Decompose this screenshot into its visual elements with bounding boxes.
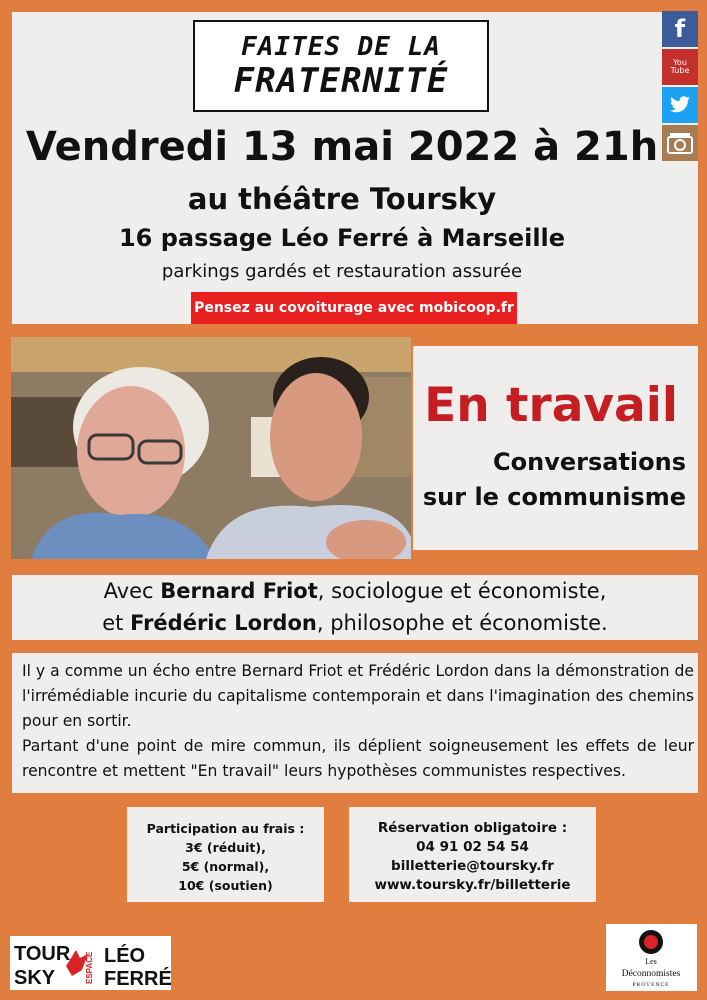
event-subtitle-line-1: Conversations (493, 448, 686, 476)
reservation-text (349, 819, 596, 895)
guest-1-name: Bernard Friot (160, 579, 318, 603)
event-subtitle-line-2: sur le communisme (422, 483, 686, 511)
toursky-tour: TOUR (14, 943, 71, 965)
deco-name-label: Déconnomistes (621, 969, 681, 979)
fees-text (127, 819, 324, 895)
parking-info: parkings gardés et restauration assurée (161, 261, 523, 282)
espace-label: ESPACE (85, 951, 94, 984)
logo-inner-circle (644, 935, 658, 949)
event-venue: au théâtre Toursky (187, 182, 497, 216)
guest-2-role: , philosophe et économiste. (316, 611, 608, 635)
logo-line-2: FRATERNITÉ (233, 61, 449, 101)
twitter-icon[interactable] (662, 87, 698, 123)
fee-reduced: 3€ (réduit), (185, 840, 266, 855)
festival-logo (193, 20, 489, 112)
guest-1-prefix: Avec (103, 579, 161, 603)
leo-label: LÉO (104, 945, 146, 967)
deco-top-label: Les (645, 957, 657, 966)
logo-line-1: FAITES DE LA (241, 32, 441, 62)
guest-line-1 (12, 579, 698, 603)
reservation-title: Réservation obligatoire : (377, 820, 568, 836)
camera-icon (667, 132, 693, 154)
facebook-icon[interactable]: f (662, 11, 698, 47)
youtube-label-bottom: Tube (670, 66, 690, 75)
fees-title: Participation au frais : (146, 821, 305, 836)
event-title: En travail (424, 378, 678, 433)
deconnomistes-logo (606, 924, 697, 991)
description-paragraph-2: Partant d'une point de mire commun, ils déplient soigneusement les effets de leur rencontre et mettent "En travail" leurs hypothèses communistes respectives. (22, 737, 694, 780)
speakers-photo (11, 337, 411, 559)
ferre-label: FERRÉ (104, 968, 171, 990)
guest-1-role: , sociologue et économiste, (317, 579, 607, 603)
carpool-banner[interactable]: Pensez au covoiturage avec mobicoop.fr (191, 292, 517, 324)
fees-panel (127, 807, 324, 902)
description-text (22, 659, 694, 784)
guests-panel (12, 575, 698, 640)
guest-2-name: Frédéric Lordon (130, 611, 317, 635)
header-panel (12, 12, 698, 324)
description-panel (12, 653, 698, 793)
toursky-logo-graphic (10, 936, 171, 990)
toursky-sky: SKY (14, 967, 56, 989)
title-panel (413, 346, 698, 550)
speakers-illustration (11, 337, 411, 559)
reservation-panel (349, 807, 596, 902)
deco-region-label: PROVENCE (632, 982, 670, 988)
fee-normal: 5€ (normal), (181, 859, 270, 874)
reservation-url[interactable]: www.toursky.fr/billetterie (374, 877, 571, 893)
toursky-logo (10, 936, 171, 990)
event-date: Vendredi 13 mai 2022 à 21h (25, 124, 659, 170)
youtube-icon[interactable] (662, 49, 698, 85)
instagram-icon[interactable] (662, 125, 698, 161)
fee-support: 10€ (soutien) (178, 878, 273, 893)
guest-line-2 (12, 611, 698, 635)
deconnomistes-logo-graphic (606, 924, 697, 991)
youtube-label-top: You (673, 58, 687, 67)
reservation-phone[interactable]: 04 91 02 54 54 (416, 839, 529, 855)
description-paragraph-1: Il y a comme un écho entre Bernard Friot et Frédéric Lordon dans la démonstration de l'irrémédiable incurie du capitalisme contemporain et dans l'imagination des chemins pour en sortir. (22, 662, 694, 730)
reservation-email[interactable]: billetterie@toursky.fr (391, 858, 554, 874)
event-address: 16 passage Léo Ferré à Marseille (118, 224, 566, 252)
twitter-bird-icon (669, 96, 691, 114)
guest-2-prefix: et (102, 611, 131, 635)
